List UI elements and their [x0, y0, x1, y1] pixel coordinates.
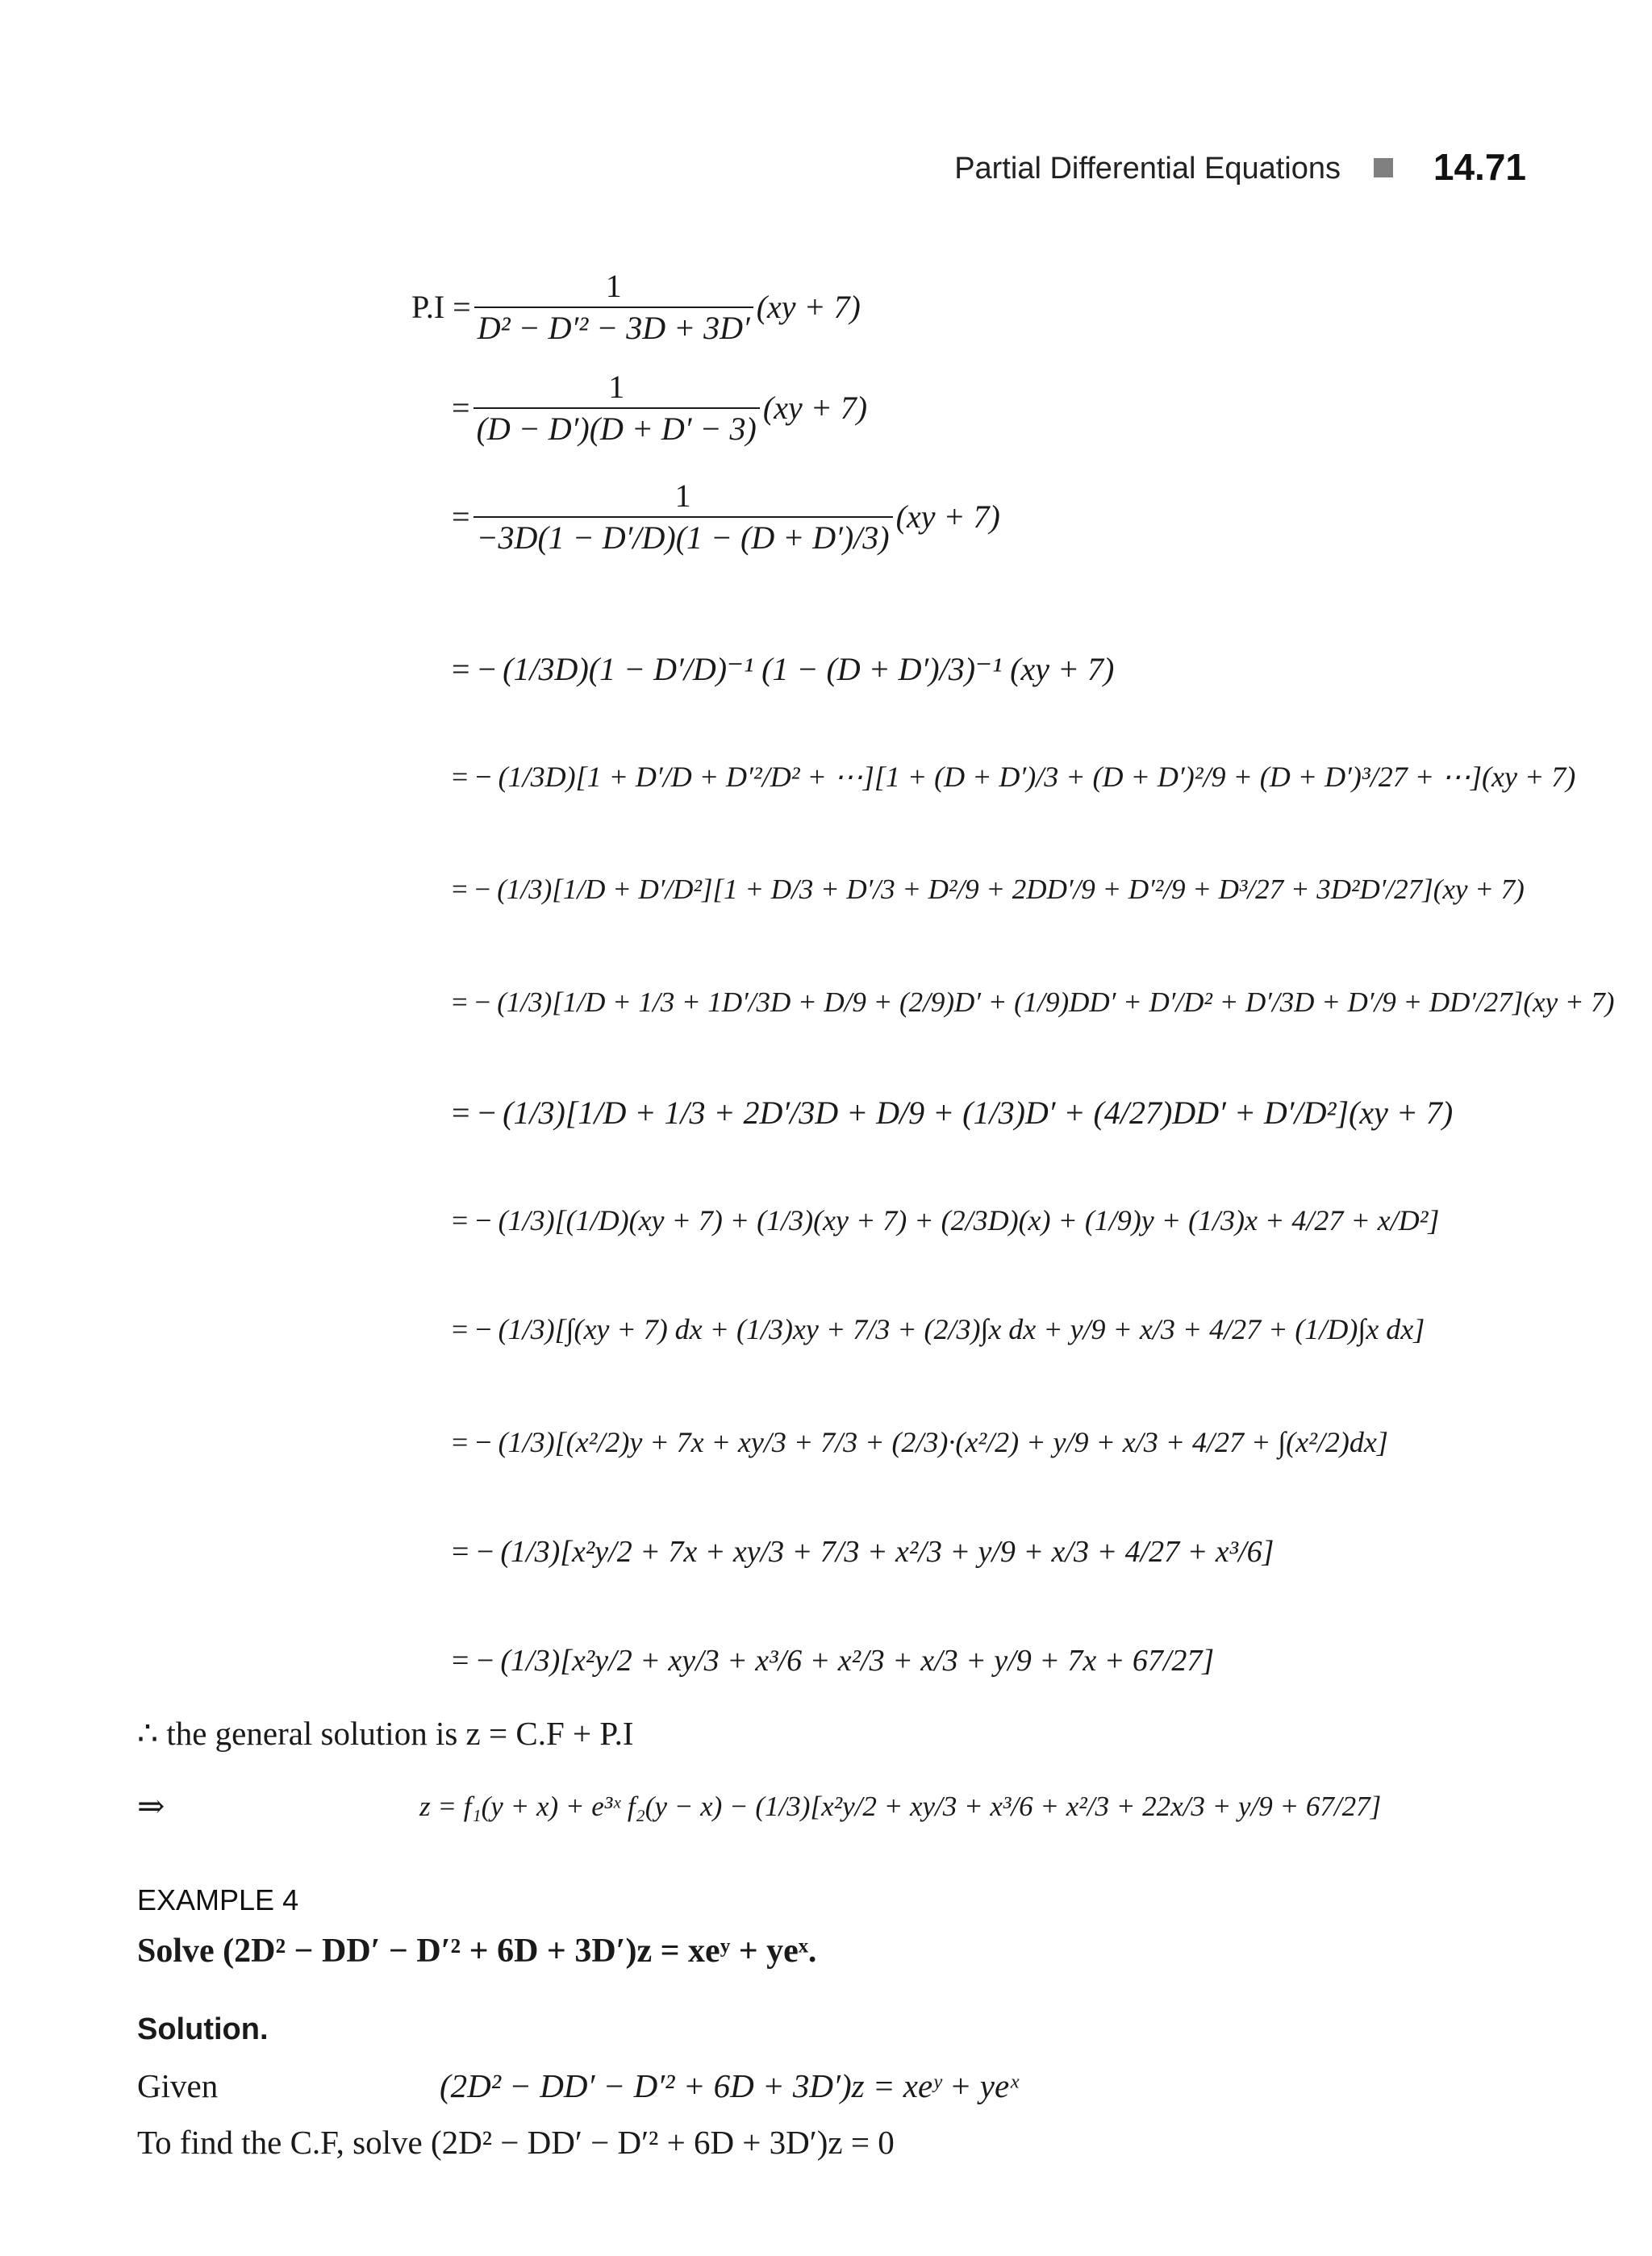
running-title: Partial Differential Equations: [954, 152, 1341, 186]
pi-line-2: [452, 371, 867, 445]
page-number: 14.71: [1433, 146, 1526, 188]
denominator: −3D(1 − D′/D)(1 − (D + D′)/3): [473, 516, 893, 554]
pi-line-6: [452, 875, 1525, 903]
pi-lhs: P.I =: [411, 289, 471, 325]
pi-line-11: [452, 1428, 1388, 1457]
operand: (xy + 7): [756, 289, 861, 325]
equals: =: [452, 498, 470, 535]
fraction: [473, 477, 893, 556]
equals: = −: [452, 874, 491, 905]
expression: (1/3D)(1 − D′/D)⁻¹ (1 − (D + D′)/3)⁻¹ (xy + 7): [503, 651, 1115, 687]
operand: (xy + 7): [895, 498, 1000, 535]
header-square-icon: [1374, 158, 1393, 177]
equals: = −: [452, 1095, 497, 1131]
pi-line-3: [452, 477, 1000, 556]
equals: = −: [452, 761, 492, 793]
expression: (1/3D)[1 + D′/D + D′²/D² + ⋯][1 + (D + D′)/3 + (D + D′)²/9 + (D + D′)³/27 + ⋯](xy + 7): [498, 761, 1576, 793]
implies-arrow: ⇒: [137, 1787, 165, 1824]
equals: = −: [452, 1535, 494, 1569]
equals: = −: [452, 1204, 492, 1236]
equals: = −: [452, 1644, 494, 1678]
pi-line-8: [452, 1097, 1453, 1129]
expression: (1/3)[1/D + D′/D²][1 + D/3 + D′/3 + D²/9 + 2DD′/9 + D′²/9 + D³/27 + 3D²D′/27](xy + 7): [497, 874, 1525, 905]
numerator: 1: [674, 477, 691, 514]
pi-line-7: [452, 988, 1614, 1016]
expression: (1/3)[x²y/2 + xy/3 + x³/6 + x²/3 + x/3 + y/9 + 7x + 67/27]: [500, 1644, 1215, 1678]
expression: (1/3)[(1/D)(xy + 7) + (1/3)(xy + 7) + (2/3D)(x) + (1/9)y + (1/3)x + 4/27 + x/D²]: [498, 1204, 1440, 1236]
expression: (1/3)[(x²/2)y + 7x + xy/3 + 7/3 + (2/3)·(x²/2) + y/9 + x/3 + 4/27 + ∫(x²/2)dx]: [498, 1426, 1388, 1458]
numerator: 1: [608, 369, 625, 405]
general-solution-expr: z = f₁(y + x) + e³ˣ f₂(y − x) − (1/3)[x²y/2 + xy/3 + x³/6 + x²/3 + 22x/3 + y/9 + 67/27]: [419, 1791, 1382, 1822]
equals: =: [452, 390, 470, 426]
cf-instruction: To find the C.F, solve (2D² − DD′ − D′² + 6D + 3D′)z = 0: [137, 2124, 895, 2161]
pi-line-5: [452, 762, 1575, 791]
given-label: Given: [137, 2067, 219, 2104]
expression: (1/3)[x²y/2 + 7x + xy/3 + 7/3 + x²/3 + y/9 + x/3 + 4/27 + x³/6]: [500, 1535, 1274, 1569]
example-label: EXAMPLE 4: [137, 1883, 299, 1916]
denominator: (D − D′)(D + D′ − 3): [473, 407, 760, 445]
pi-line-13: [452, 1645, 1214, 1676]
pi-line-1: [411, 270, 861, 344]
expression: (1/3)[1/D + 1/3 + 2D′/3D + D/9 + (1/3)D′ + (4/27)DD′ + D′/D²](xy + 7): [503, 1095, 1454, 1131]
pi-line-4: [452, 653, 1114, 686]
given-equation: (2D² − DD′ − D′² + 6D + 3D′)z = xeʸ + yeˣ: [440, 2067, 1019, 2104]
equals: = −: [452, 651, 497, 687]
operand: (xy + 7): [762, 390, 868, 426]
equals: = −: [452, 986, 491, 1018]
example-statement: Solve (2D² − DD′ − D′² + 6D + 3D′)z = xeʸ + yeˣ.: [137, 1933, 817, 1970]
page-header: [0, 145, 1526, 202]
numerator: 1: [605, 268, 622, 304]
pi-line-12: [452, 1537, 1274, 1567]
pi-line-9: [452, 1206, 1439, 1235]
denominator: D² − D′² − 3D + 3D′: [474, 306, 753, 344]
expression: (1/3)[∫(xy + 7) dx + (1/3)xy + 7/3 + (2/3)∫x dx + y/9 + x/3 + 4/27 + (1/D)∫x dx]: [498, 1313, 1425, 1345]
pi-line-10: [452, 1315, 1425, 1344]
fraction: [474, 270, 753, 344]
general-solution-text: ∴ the general solution is z = C.F + P.I: [137, 1715, 634, 1752]
solution-label: Solution.: [137, 2012, 269, 2046]
equals: = −: [452, 1426, 492, 1458]
equals: = −: [452, 1313, 492, 1345]
fraction: [473, 371, 760, 445]
expression: (1/3)[1/D + 1/3 + 1D′/3D + D/9 + (2/9)D′ + (1/9)DD′ + D′/D² + D′/3D + D′/9 + DD′/27](xy + 7): [497, 986, 1615, 1018]
